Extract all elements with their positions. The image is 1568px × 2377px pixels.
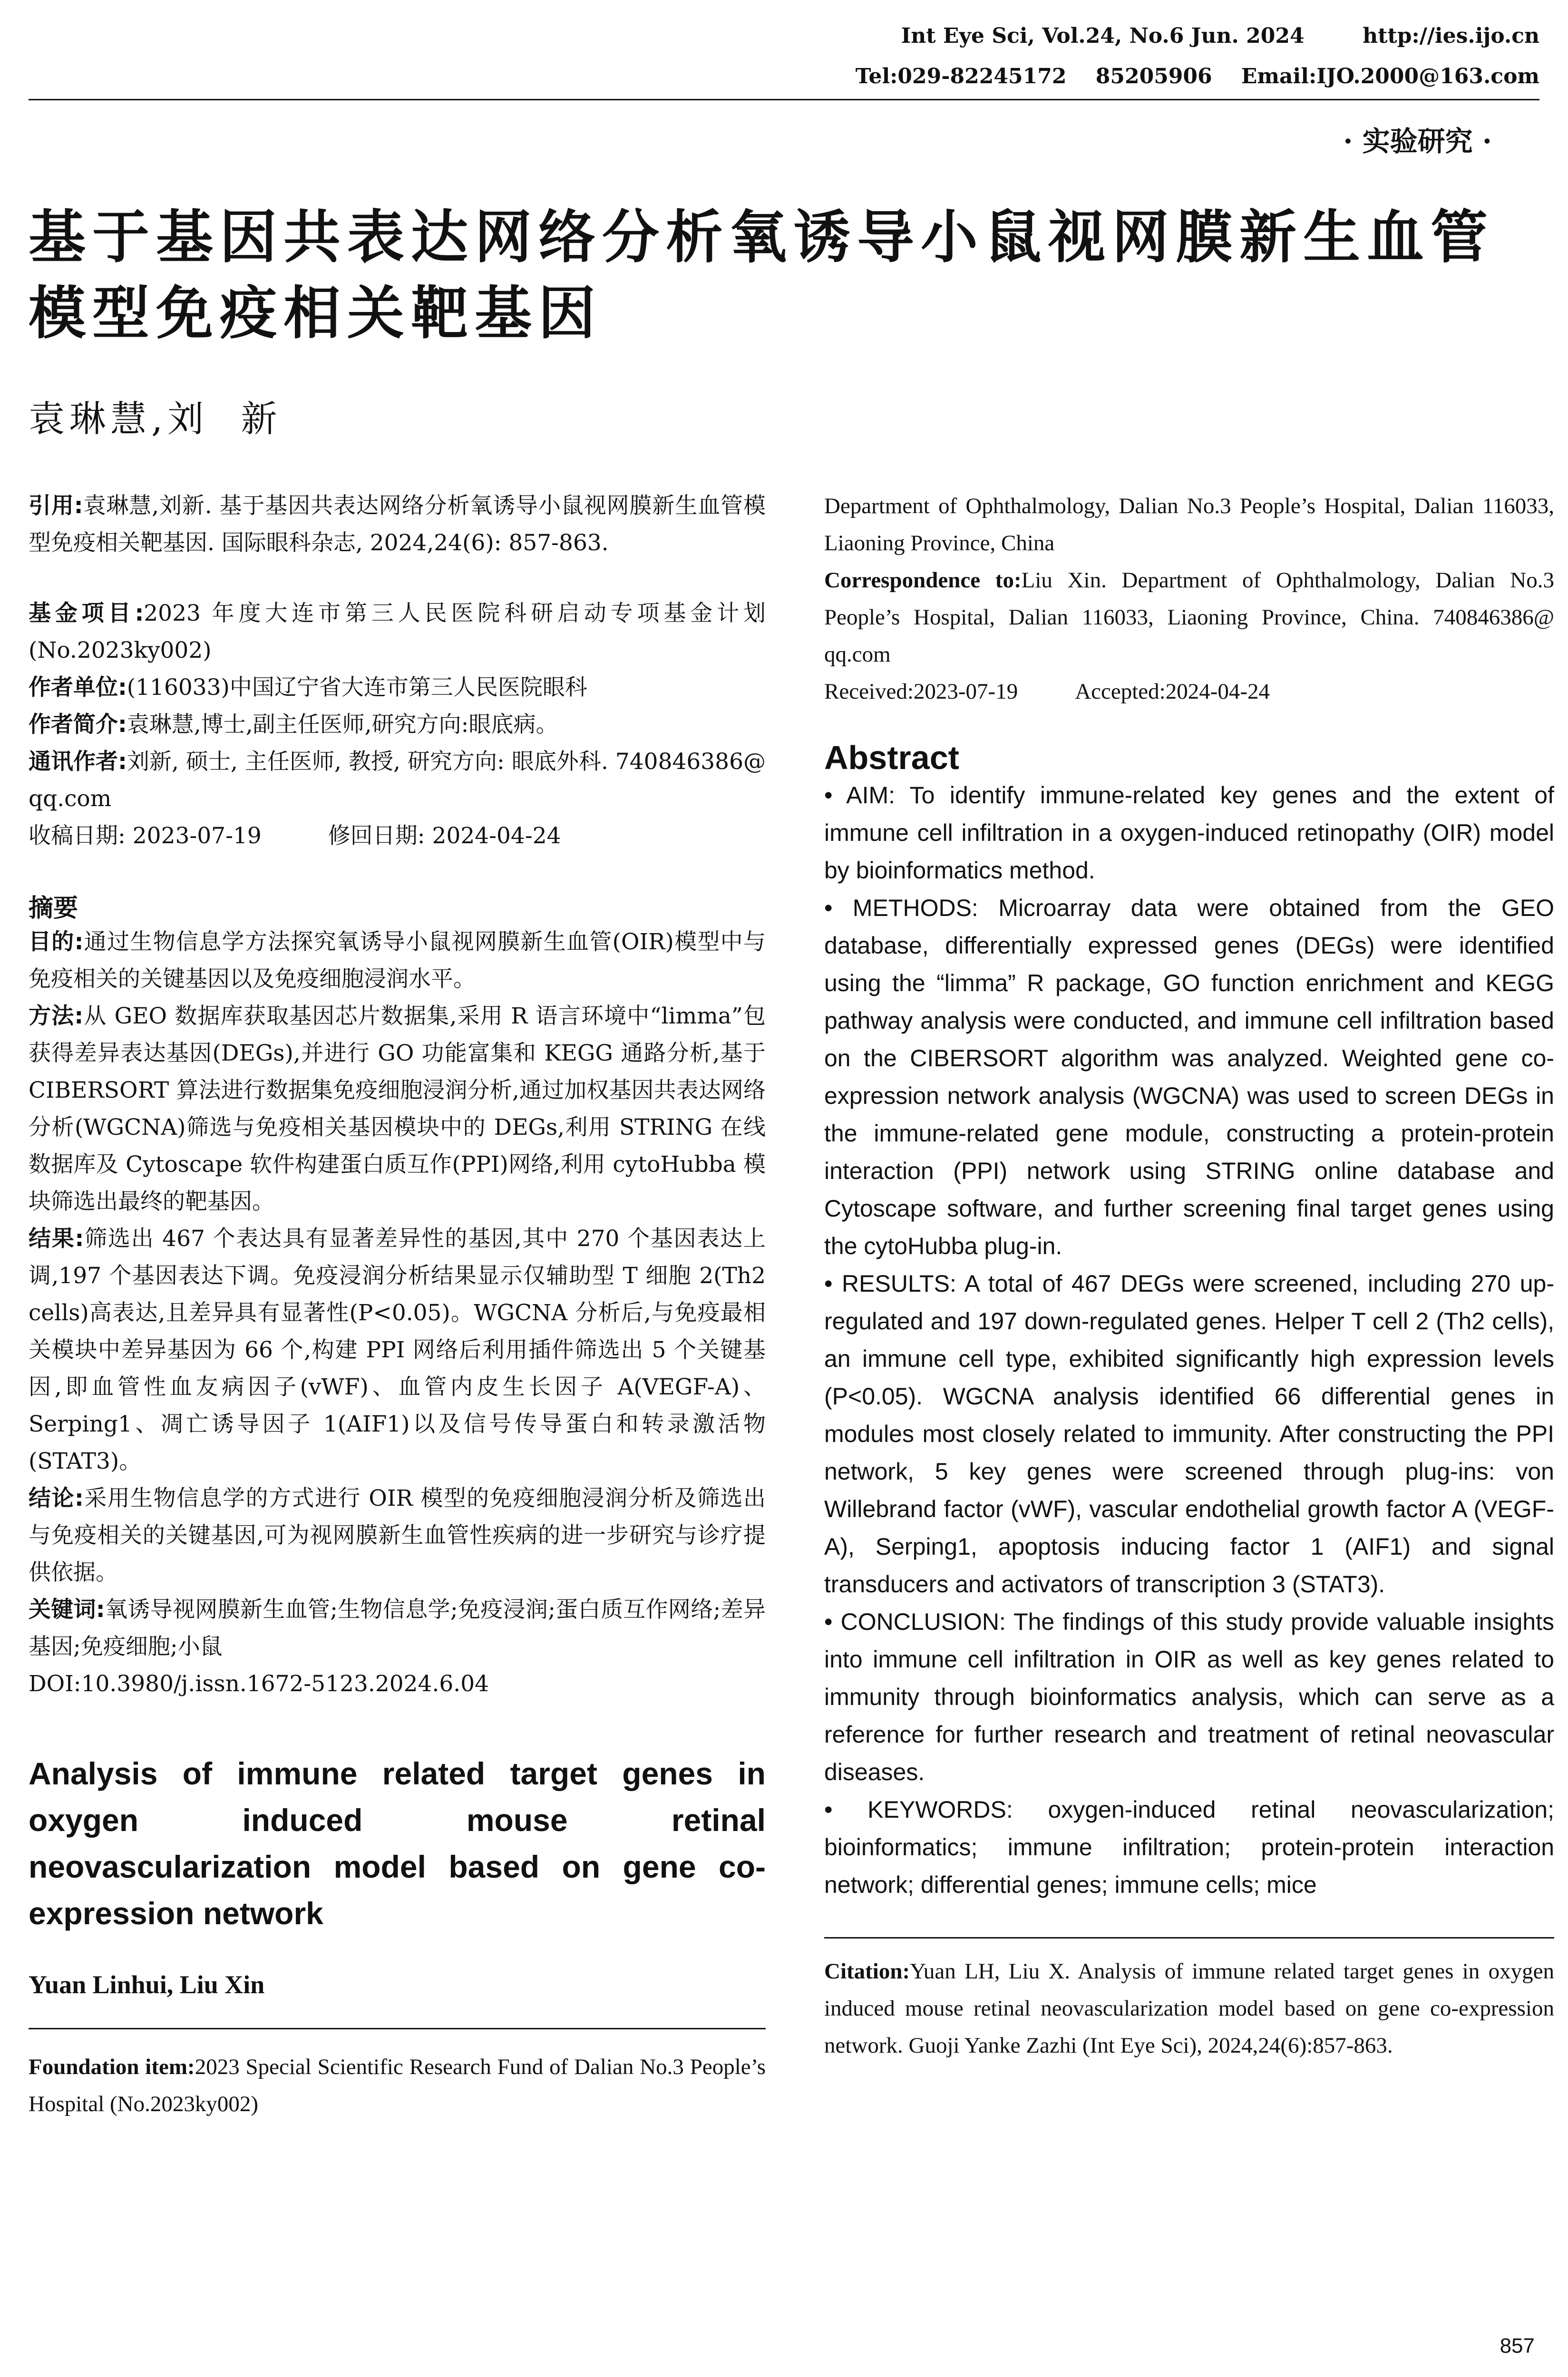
abstract-en-aim-label: • AIM: [824, 782, 896, 809]
citation-cn-label: 引用: [29, 493, 83, 519]
abstract-cn-keywords-text: 氧诱导视网膜新生血管;生物信息学;免疫浸润;蛋白质互作网络;差异基因;免疫细胞;小鼠 [29, 1597, 766, 1660]
funding-cn-text: 2023 年度大连市第三人民医院科研启动专项基金计划(No.2023ky002) [29, 600, 766, 663]
foundation-en-label: Foundation item: [29, 2055, 195, 2079]
abstract-cn-aim [29, 924, 766, 998]
article-title-cn: 基于基因共表达网络分析氧诱导小鼠视网膜新生血管模型免疫相关靶基因 [29, 205, 1494, 347]
foundation-en-text: 2023 Special Scientific Research Fund of Dalian No.3 People’s Hospital (No.2023ky002) [29, 2055, 766, 2116]
abstract-cn-methods-label: 方法: [29, 1003, 84, 1029]
received-date-en: Received:2023-07-19 [824, 679, 1018, 704]
header-divider [29, 99, 1539, 100]
accepted-date-en: Accepted:2024-04-24 [1075, 679, 1270, 704]
funding-cn [29, 595, 766, 669]
affiliation-cn [29, 669, 766, 706]
abstract-en-conclusion [824, 1603, 1554, 1791]
author-bio-cn-label: 作者简介: [29, 711, 127, 738]
abstract-en-conclusion-label: • CONCLUSION: [824, 1608, 1006, 1635]
abstract-cn-keywords-label: 关键词: [29, 1597, 105, 1623]
abstract-cn-conclusion-label: 结论: [29, 1485, 84, 1511]
correspondence-cn-text: 刘新, 硕士, 主任医师, 教授, 研究方向: 眼底外科. 740846386@ qq.com [29, 749, 766, 812]
abstract-en-keywords-label: • KEYWORDS: [824, 1796, 1013, 1823]
abstract-cn-methods-text: 从 GEO 数据库获取基因芯片数据集,采用 R 语言环境中“limma”包获得差异表达基因(DEGs),并进行 GO 功能富集和 KEGG 通路分析,基于 CIBERSORT 算法进行数据集免疫细胞浸润分析,通过加权基因共表达网络分析(WGCNA)筛选与免疫相关基因模块中的 DEGs,利用 STRING 在线数据库及 Cytoscape 软件构建蛋白质互作(PPI)网络,利用 cytoHubba 模块筛选出最终的靶基因。 [29, 1003, 766, 1215]
citation-cn [29, 487, 766, 562]
abstract-cn-heading: 摘要 [29, 894, 78, 923]
abstract-en-aim-text: To identify immune-related key genes and the extent of immune cell infiltration in a oxygen-induced retinopathy (OIR) model by bioinformatics method. [824, 782, 1554, 884]
abstract-en-results-text: A total of 467 DEGs were screened, including 270 up-regulated and 197 down-regulated genes. Helper T cell 2 (Th2 cells), an immune cell type, exhibited significantly high expression levels (P<0.05). WGCNA analysis identified 66 differential genes in modules most closely related to immunity. After constructing the PPI network, 5 key genes were screened through plug-ins: von Willebrand factor (vWF), vascular endothelial growth factor A (VEGF-A), Serping1, apoptosis inducing factor 1 (AIF1) and signal transducers and activators of transcription 3 (STAT3). [824, 1270, 1554, 1598]
citation-en-label: Citation: [824, 1959, 910, 1984]
abstract-en-methods-text: Microarray data were obtained from the GEO database, differentially expressed genes (DEGs) were identified using the “limma” R package, GO function enrichment and KEGG pathway analysis were conducted, and immune cell infiltration based on the CIBERSORT algorithm was analyzed. Weighted gene co-expression network analysis (WGCNA) was used to screen DEGs in the immune-related gene module, constructing a protein-protein interaction (PPI) network using STRING online database and Cytoscape software, and further screening final target genes using the cytoHubba plug-in. [824, 895, 1554, 1259]
abstract-en-results-label: • RESULTS: [824, 1270, 956, 1297]
abstract-cn-aim-text: 通过生物信息学方法探究氧诱导小鼠视网膜新生血管(OIR)模型中与免疫相关的关键基因以及免疫细胞浸润水平。 [29, 929, 766, 992]
page-number: 857 [1500, 2334, 1535, 2358]
affiliation-en: Department of Ophthalmology, Dalian No.3 People’s Hospital, Dalian 116033, Liaoning Province, China [824, 494, 1554, 555]
funding-cn-label: 基金项目: [29, 600, 144, 626]
citation-en-text: Yuan LH, Liu X. Analysis of immune related target genes in oxygen induced mouse retinal neovascularization model based on gene co-expression network. Guoji Yanke Zazhi (Int Eye Sci), 2024,24(6):857-863. [824, 1959, 1554, 2058]
abstract-cn-results [29, 1220, 766, 1480]
citation-en [824, 1953, 1554, 2064]
abstract-en-results [824, 1265, 1554, 1603]
correspondence-en-label: Correspondence to: [824, 568, 1022, 593]
abstract-en-methods-label: • METHODS: [824, 895, 978, 921]
correspondence-cn-label: 通讯作者: [29, 749, 127, 775]
correspondence-en [824, 562, 1554, 673]
revised-date-cn: 修回日期: 2024-04-24 [328, 823, 561, 849]
abstract-en-keywords-text: oxygen-induced retinal neovascularization; bioinformatics; immune infiltration; protein-protein interaction network; differential genes; immune cells; mice [824, 1796, 1554, 1898]
abstract-en-heading: Abstract [824, 739, 959, 776]
foundation-en [29, 2048, 766, 2123]
left-column [29, 487, 766, 2123]
author-bio-cn-text: 袁琳慧,博士,副主任医师,研究方向:眼底病。 [127, 711, 558, 738]
affiliation-cn-label: 作者单位: [29, 674, 127, 701]
authors-en: Yuan Linhui, Liu Xin [29, 1970, 265, 1999]
affiliation-cn-text: (116033)中国辽宁省大连市第三人民医院眼科 [127, 674, 587, 701]
journal-header-line: Int Eye Sci, Vol.24, No.6 Jun. 2024 http://ies.ijo.cn [901, 24, 1539, 48]
abstract-cn-keywords [29, 1591, 766, 1666]
abstract-cn-results-text: 筛选出 467 个表达具有显著差异性的基因,其中 270 个基因表达上调,197 个基因表达下调。免疫浸润分析结果显示仅辅助型 T 细胞 2(Th2 cells)高表达,且差异具有显著性(P<0.05)。WGCNA 分析后,与免疫最相关模块中差异基因为 66 个,构建 PPI 网络后利用插件筛选出 5 个关键基因,即血管性血友病因子(vWF)、血管内皮生长因子 A(VEGF-A)、Serping1、凋亡诱导因子 1(AIF1)以及信号传导蛋白和转录激活物(STAT3)。 [29, 1226, 766, 1474]
correspondence-en-text: Liu Xin. Department of Ophthalmology, Dalian No.3 People’s Hospital, Dalian 116033, Liaoning Province, China. 740846386@ qq.com [824, 568, 1554, 667]
abstract-cn-methods [29, 998, 766, 1220]
right-column [824, 487, 1554, 2064]
abstract-en-methods [824, 889, 1554, 1265]
section-tag: · 实验研究 · [1343, 125, 1492, 157]
author-bio-cn [29, 706, 766, 743]
journal-contact-line: Tel:029-82245172 85205906 Email:IJO.2000@163.com [855, 64, 1539, 88]
abstract-en-keywords [824, 1791, 1554, 1904]
received-date-cn: 收稿日期: 2023-07-19 [29, 823, 262, 849]
abstract-en-aim [824, 777, 1554, 889]
abstract-cn-conclusion-text: 采用生物信息学的方式进行 OIR 模型的免疫细胞浸润分析及筛选出与免疫相关的关键基因,可为视网膜新生血管性疾病的进一步研究与诊疗提供依据。 [29, 1485, 766, 1586]
dates-cn [29, 818, 766, 855]
abstract-cn-conclusion [29, 1480, 766, 1591]
abstract-cn-aim-label: 目的: [29, 929, 84, 955]
authors-cn: 袁琳慧,刘 新 [29, 398, 282, 440]
correspondence-cn [29, 743, 766, 818]
abstract-cn-results-label: 结果: [29, 1226, 84, 1252]
doi: DOI:10.3980/j.issn.1672-5123.2024.6.04 [29, 1671, 489, 1697]
abstract-en-conclusion-text: The findings of this study provide valuable insights into immune cell infiltration in OIR as well as key genes related to immunity through bioinformatics analysis, which can serve as a reference for further research and treatment of retinal neovascular diseases. [824, 1608, 1555, 1785]
dates-en [824, 673, 1554, 710]
article-title-en: Analysis of immune related target genes in oxygen induced mouse retinal neovascularization model based on gene co-expression network [29, 1756, 766, 1931]
citation-cn-text: 袁琳慧,刘新. 基于基因共表达网络分析氧诱导小鼠视网膜新生血管模型免疫相关靶基因. 国际眼科杂志, 2024,24(6): 857-863. [29, 493, 766, 556]
